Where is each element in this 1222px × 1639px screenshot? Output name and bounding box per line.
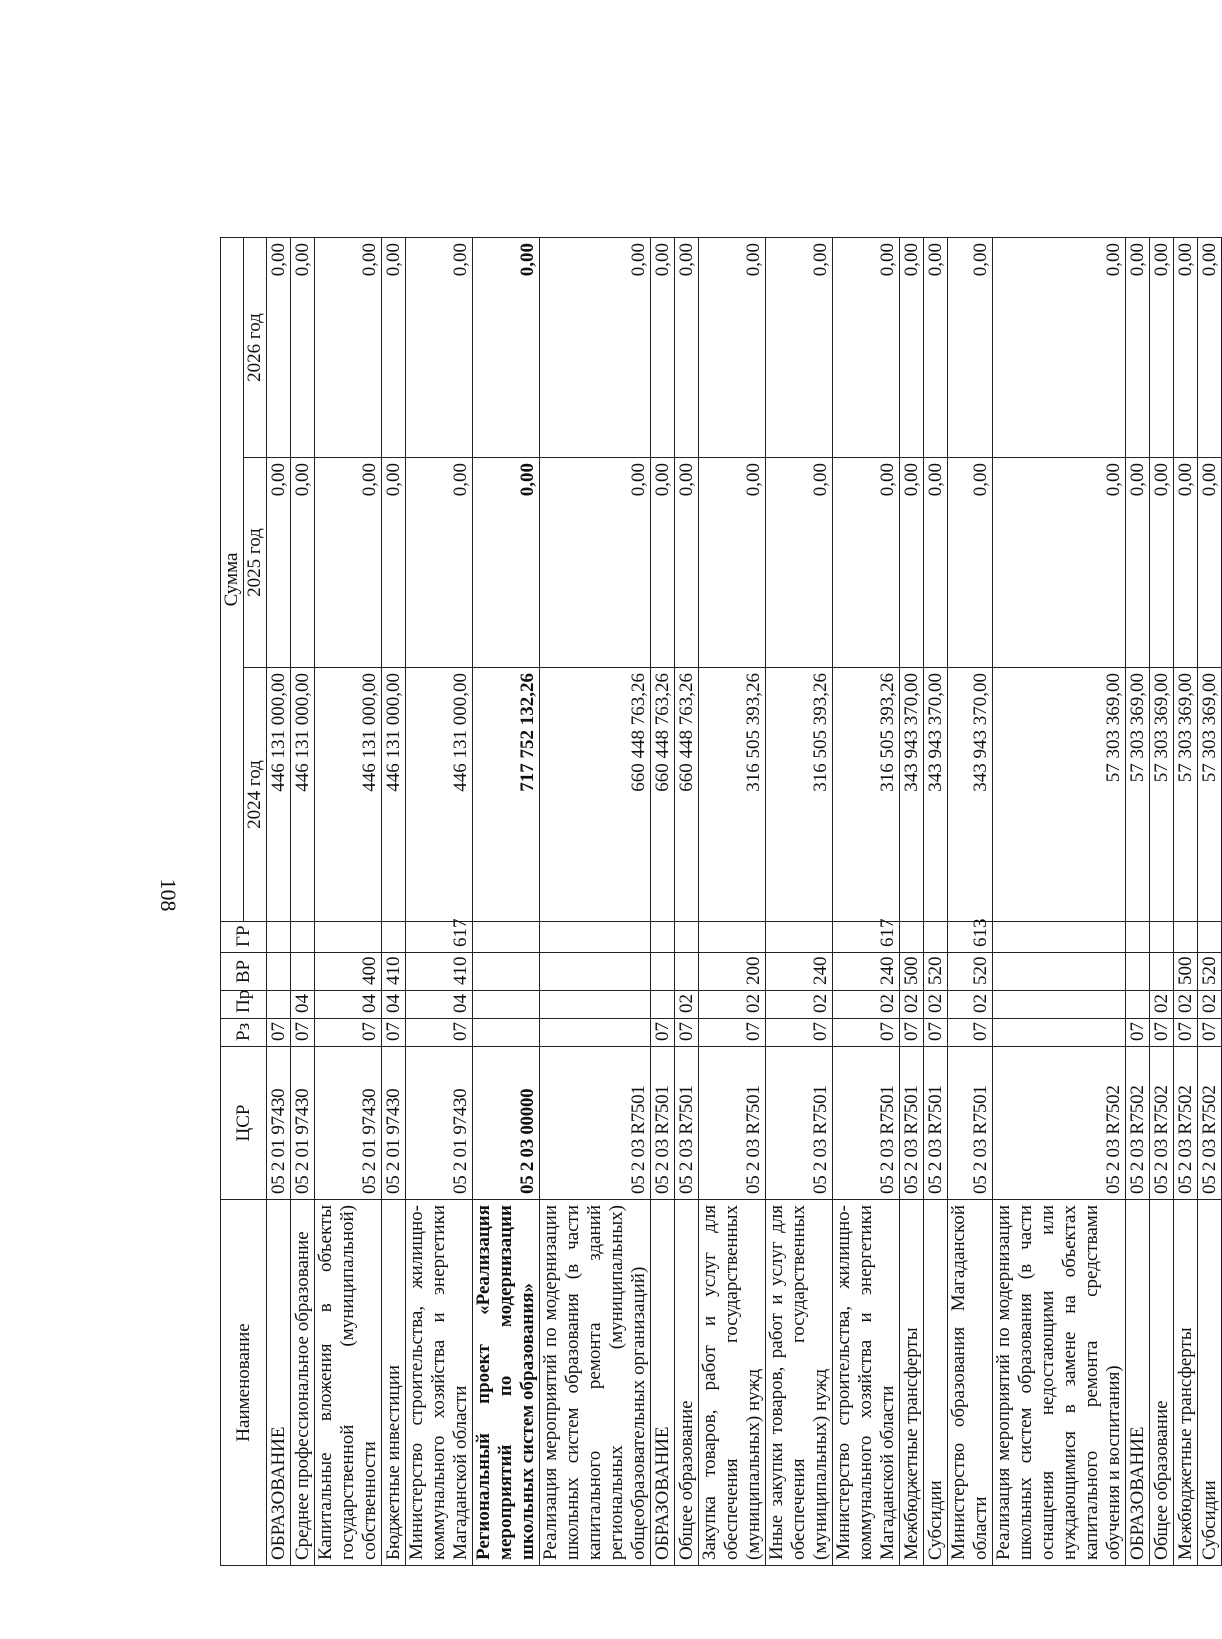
cell-y2026: 0,00 xyxy=(1150,237,1174,457)
cell-y2025: 0,00 xyxy=(406,458,473,668)
cell-gr: 613 xyxy=(948,922,993,953)
cell-rz: 07 xyxy=(675,1019,699,1047)
cell-gr xyxy=(1174,922,1198,953)
cell-rz: 07 xyxy=(833,1019,900,1047)
cell-name: Межбюджетные трансферты xyxy=(1174,1200,1198,1566)
cell-pr: 02 xyxy=(900,991,924,1019)
cell-y2025: 0,00 xyxy=(291,458,315,668)
cell-vr: 200 xyxy=(699,953,766,991)
cell-y2026: 0,00 xyxy=(651,237,675,457)
cell-y2025: 0,00 xyxy=(675,458,699,668)
cell-gr xyxy=(267,922,291,953)
cell-vr: 520 xyxy=(924,953,948,991)
cell-rz: 07 xyxy=(406,1019,473,1047)
cell-y2026: 0,00 xyxy=(315,237,382,457)
cell-pr: 02 xyxy=(924,991,948,1019)
cell-name: ОБРАЗОВАНИЕ xyxy=(1126,1200,1150,1566)
cell-rz: 07 xyxy=(1174,1019,1198,1047)
cell-y2024: 660 448 763,26 xyxy=(651,668,675,922)
cell-gr xyxy=(1126,922,1150,953)
cell-gr xyxy=(924,922,948,953)
cell-name: Субсидии xyxy=(924,1200,948,1566)
table-row xyxy=(900,237,924,1565)
cell-y2026: 0,00 xyxy=(833,237,900,457)
cell-name: Среднее профессиональное образование xyxy=(291,1200,315,1566)
table-row xyxy=(948,237,993,1565)
cell-vr xyxy=(540,953,651,991)
cell-y2024: 57 303 369,00 xyxy=(993,668,1126,922)
table-row xyxy=(924,237,948,1565)
cell-vr xyxy=(1150,953,1174,991)
cell-y2024: 316 505 393,26 xyxy=(766,668,833,922)
cell-y2026: 0,00 xyxy=(473,237,540,457)
table-row xyxy=(406,237,473,1565)
cell-name: Иные закупки товаров, работ и услуг для обеспечения государственных (муниципальных) нужд xyxy=(766,1200,833,1566)
cell-rz: 07 xyxy=(1198,1019,1222,1047)
cell-y2024: 446 131 000,00 xyxy=(382,668,406,922)
cell-y2025: 0,00 xyxy=(948,458,993,668)
cell-y2025: 0,00 xyxy=(766,458,833,668)
cell-vr xyxy=(1126,953,1150,991)
cell-csr: 05 2 03 R7501 xyxy=(833,1047,900,1200)
header-sum: Сумма xyxy=(221,237,244,921)
cell-y2025: 0,00 xyxy=(1150,458,1174,668)
cell-gr xyxy=(1150,922,1174,953)
cell-y2024: 316 505 393,26 xyxy=(699,668,766,922)
cell-csr: 05 2 01 97430 xyxy=(382,1047,406,1200)
cell-csr: 05 2 03 R7501 xyxy=(540,1047,651,1200)
table-row xyxy=(1198,237,1222,1565)
cell-gr xyxy=(1198,922,1222,953)
cell-pr xyxy=(473,991,540,1019)
cell-y2026: 0,00 xyxy=(699,237,766,457)
cell-y2025: 0,00 xyxy=(1174,458,1198,668)
cell-rz xyxy=(473,1019,540,1047)
cell-gr xyxy=(315,922,382,953)
cell-rz: 07 xyxy=(1150,1019,1174,1047)
header-gr: ГР xyxy=(221,922,267,953)
cell-name: Закупка товаров, работ и услуг для обеспечения государственных (муниципальных) нужд xyxy=(699,1200,766,1566)
cell-y2024: 343 943 370,00 xyxy=(924,668,948,922)
cell-gr xyxy=(900,922,924,953)
cell-pr: 02 xyxy=(1198,991,1222,1019)
cell-y2025: 0,00 xyxy=(993,458,1126,668)
table-row xyxy=(651,237,675,1565)
cell-pr: 02 xyxy=(833,991,900,1019)
cell-pr xyxy=(993,991,1126,1019)
cell-csr: 05 2 01 97430 xyxy=(267,1047,291,1200)
cell-pr: 04 xyxy=(315,991,382,1019)
cell-gr xyxy=(382,922,406,953)
cell-name: Бюджетные инвестиции xyxy=(382,1200,406,1566)
cell-vr: 410 xyxy=(406,953,473,991)
cell-csr: 05 2 03 R7502 xyxy=(1126,1047,1150,1200)
cell-name: ОБРАЗОВАНИЕ xyxy=(651,1200,675,1566)
cell-name: Министерство строительства, жилищно-коммунального хозяйства и энергетики Магаданской области xyxy=(406,1200,473,1566)
cell-y2024: 316 505 393,26 xyxy=(833,668,900,922)
cell-y2024: 57 303 369,00 xyxy=(1198,668,1222,922)
table-row xyxy=(1150,237,1174,1565)
table-row xyxy=(1174,237,1198,1565)
cell-csr: 05 2 03 R7501 xyxy=(948,1047,993,1200)
cell-csr: 05 2 01 97430 xyxy=(406,1047,473,1200)
cell-rz: 07 xyxy=(315,1019,382,1047)
cell-y2026: 0,00 xyxy=(267,237,291,457)
cell-vr xyxy=(267,953,291,991)
cell-vr: 400 xyxy=(315,953,382,991)
cell-vr xyxy=(473,953,540,991)
cell-y2025: 0,00 xyxy=(651,458,675,668)
header-name: Наименование xyxy=(221,1200,267,1566)
cell-pr: 02 xyxy=(948,991,993,1019)
table-row xyxy=(473,237,540,1565)
cell-y2026: 0,00 xyxy=(1126,237,1150,457)
cell-pr xyxy=(267,991,291,1019)
cell-gr xyxy=(473,922,540,953)
cell-y2026: 0,00 xyxy=(406,237,473,457)
cell-y2024: 446 131 000,00 xyxy=(291,668,315,922)
cell-y2024: 57 303 369,00 xyxy=(1150,668,1174,922)
cell-rz: 07 xyxy=(651,1019,675,1047)
cell-pr: 02 xyxy=(699,991,766,1019)
cell-vr xyxy=(675,953,699,991)
cell-y2026: 0,00 xyxy=(540,237,651,457)
cell-y2026: 0,00 xyxy=(1174,237,1198,457)
cell-gr xyxy=(651,922,675,953)
cell-rz xyxy=(993,1019,1126,1047)
rotated-table-container xyxy=(220,238,1220,1566)
cell-y2025: 0,00 xyxy=(833,458,900,668)
cell-csr: 05 2 03 00000 xyxy=(473,1047,540,1200)
table-row xyxy=(766,237,833,1565)
cell-csr: 05 2 03 R7501 xyxy=(924,1047,948,1200)
cell-pr: 04 xyxy=(406,991,473,1019)
cell-y2025: 0,00 xyxy=(315,458,382,668)
table-row xyxy=(699,237,766,1565)
cell-rz xyxy=(540,1019,651,1047)
cell-pr xyxy=(540,991,651,1019)
cell-y2026: 0,00 xyxy=(766,237,833,457)
cell-rz: 07 xyxy=(1126,1019,1150,1047)
cell-y2025: 0,00 xyxy=(267,458,291,668)
budget-table xyxy=(220,237,1222,1566)
cell-y2024: 57 303 369,00 xyxy=(1174,668,1198,922)
cell-name: Субсидии xyxy=(1198,1200,1222,1566)
cell-pr xyxy=(1126,991,1150,1019)
table-row xyxy=(833,237,900,1565)
cell-rz: 07 xyxy=(382,1019,406,1047)
cell-rz: 07 xyxy=(766,1019,833,1047)
cell-y2025: 0,00 xyxy=(1198,458,1222,668)
cell-name: Межбюджетные трансферты xyxy=(900,1200,924,1566)
header-csr: ЦСР xyxy=(221,1047,267,1200)
cell-pr: 02 xyxy=(1150,991,1174,1019)
cell-name: Капитальные вложения в объекты государственной (муниципальной) собственности xyxy=(315,1200,382,1566)
table-row xyxy=(291,237,315,1565)
table-row xyxy=(315,237,382,1565)
table-row xyxy=(1126,237,1150,1565)
cell-csr: 05 2 03 R7502 xyxy=(1150,1047,1174,1200)
cell-y2024: 446 131 000,00 xyxy=(267,668,291,922)
table-row xyxy=(675,237,699,1565)
cell-y2024: 343 943 370,00 xyxy=(900,668,924,922)
cell-y2025: 0,00 xyxy=(699,458,766,668)
cell-y2025: 0,00 xyxy=(473,458,540,668)
cell-vr: 520 xyxy=(948,953,993,991)
cell-y2025: 0,00 xyxy=(900,458,924,668)
cell-name: Региональный проект «Реализация мероприятий по модернизации школьных систем образования» xyxy=(473,1200,540,1566)
cell-name: Общее образование xyxy=(675,1200,699,1566)
cell-y2025: 0,00 xyxy=(382,458,406,668)
cell-name: Министерство строительства, жилищно-коммунального хозяйства и энергетики Магаданской области xyxy=(833,1200,900,1566)
header-2024: 2024 год xyxy=(244,668,267,922)
cell-y2024: 446 131 000,00 xyxy=(406,668,473,922)
cell-vr: 240 xyxy=(766,953,833,991)
cell-name: Министерство образования Магаданской области xyxy=(948,1200,993,1566)
cell-pr: 02 xyxy=(675,991,699,1019)
cell-vr: 500 xyxy=(900,953,924,991)
cell-gr xyxy=(291,922,315,953)
cell-csr: 05 2 01 97430 xyxy=(315,1047,382,1200)
cell-y2026: 0,00 xyxy=(382,237,406,457)
cell-name: Реализация мероприятий по модернизации школьных систем образования (в части капитального ремонта зданий региональных (муниципальных) общеобразовательных организаций) xyxy=(540,1200,651,1566)
cell-gr: 617 xyxy=(833,922,900,953)
cell-pr: 04 xyxy=(291,991,315,1019)
cell-y2026: 0,00 xyxy=(924,237,948,457)
cell-csr: 05 2 03 R7501 xyxy=(675,1047,699,1200)
cell-csr: 05 2 03 R7501 xyxy=(766,1047,833,1200)
cell-gr xyxy=(766,922,833,953)
cell-vr: 520 xyxy=(1198,953,1222,991)
cell-csr: 05 2 03 R7502 xyxy=(993,1047,1126,1200)
cell-name: ОБРАЗОВАНИЕ xyxy=(267,1200,291,1566)
cell-gr xyxy=(699,922,766,953)
cell-y2026: 0,00 xyxy=(948,237,993,457)
cell-rz: 07 xyxy=(924,1019,948,1047)
cell-pr: 02 xyxy=(766,991,833,1019)
cell-y2026: 0,00 xyxy=(675,237,699,457)
cell-csr: 05 2 03 R7501 xyxy=(651,1047,675,1200)
cell-y2026: 0,00 xyxy=(1198,237,1222,457)
cell-csr: 05 2 03 R7502 xyxy=(1198,1047,1222,1200)
cell-gr: 617 xyxy=(406,922,473,953)
header-pr: Пр xyxy=(221,991,267,1019)
table-row xyxy=(540,237,651,1565)
cell-name: Реализация мероприятий по модернизации школьных систем образования (в части оснащения недостающими или нуждающимися в замене на объектах капитального ремонта средствами обучения и воспитания) xyxy=(993,1200,1126,1566)
cell-vr xyxy=(291,953,315,991)
page-number: 108 xyxy=(156,878,181,912)
cell-y2025: 0,00 xyxy=(540,458,651,668)
cell-y2024: 446 131 000,00 xyxy=(315,668,382,922)
header-2026: 2026 год xyxy=(244,237,267,457)
cell-csr: 05 2 03 R7502 xyxy=(1174,1047,1198,1200)
header-vr: ВР xyxy=(221,953,267,991)
cell-y2024: 660 448 763,26 xyxy=(675,668,699,922)
cell-gr xyxy=(675,922,699,953)
cell-y2025: 0,00 xyxy=(1126,458,1150,668)
cell-csr: 05 2 03 R7501 xyxy=(699,1047,766,1200)
cell-rz: 07 xyxy=(291,1019,315,1047)
header-2025: 2025 год xyxy=(244,458,267,668)
cell-y2024: 660 448 763,26 xyxy=(540,668,651,922)
cell-rz: 07 xyxy=(267,1019,291,1047)
cell-vr: 500 xyxy=(1174,953,1198,991)
table-row xyxy=(267,237,291,1565)
cell-rz: 07 xyxy=(699,1019,766,1047)
cell-pr: 04 xyxy=(382,991,406,1019)
table-row xyxy=(382,237,406,1565)
cell-vr xyxy=(993,953,1126,991)
cell-y2024: 343 943 370,00 xyxy=(948,668,993,922)
cell-csr: 05 2 03 R7501 xyxy=(900,1047,924,1200)
cell-rz: 07 xyxy=(948,1019,993,1047)
cell-vr xyxy=(651,953,675,991)
cell-vr: 410 xyxy=(382,953,406,991)
cell-y2024: 717 752 132,26 xyxy=(473,668,540,922)
cell-rz: 07 xyxy=(900,1019,924,1047)
cell-y2025: 0,00 xyxy=(924,458,948,668)
cell-csr: 05 2 01 97430 xyxy=(291,1047,315,1200)
cell-y2026: 0,00 xyxy=(900,237,924,457)
cell-name: Общее образование xyxy=(1150,1200,1174,1566)
cell-pr xyxy=(651,991,675,1019)
cell-y2024: 57 303 369,00 xyxy=(1126,668,1150,922)
cell-pr: 02 xyxy=(1174,991,1198,1019)
cell-gr xyxy=(540,922,651,953)
cell-y2026: 0,00 xyxy=(291,237,315,457)
cell-gr xyxy=(993,922,1126,953)
header-rz: Рз xyxy=(221,1019,267,1047)
cell-y2026: 0,00 xyxy=(993,237,1126,457)
table-row xyxy=(993,237,1126,1565)
cell-vr: 240 xyxy=(833,953,900,991)
